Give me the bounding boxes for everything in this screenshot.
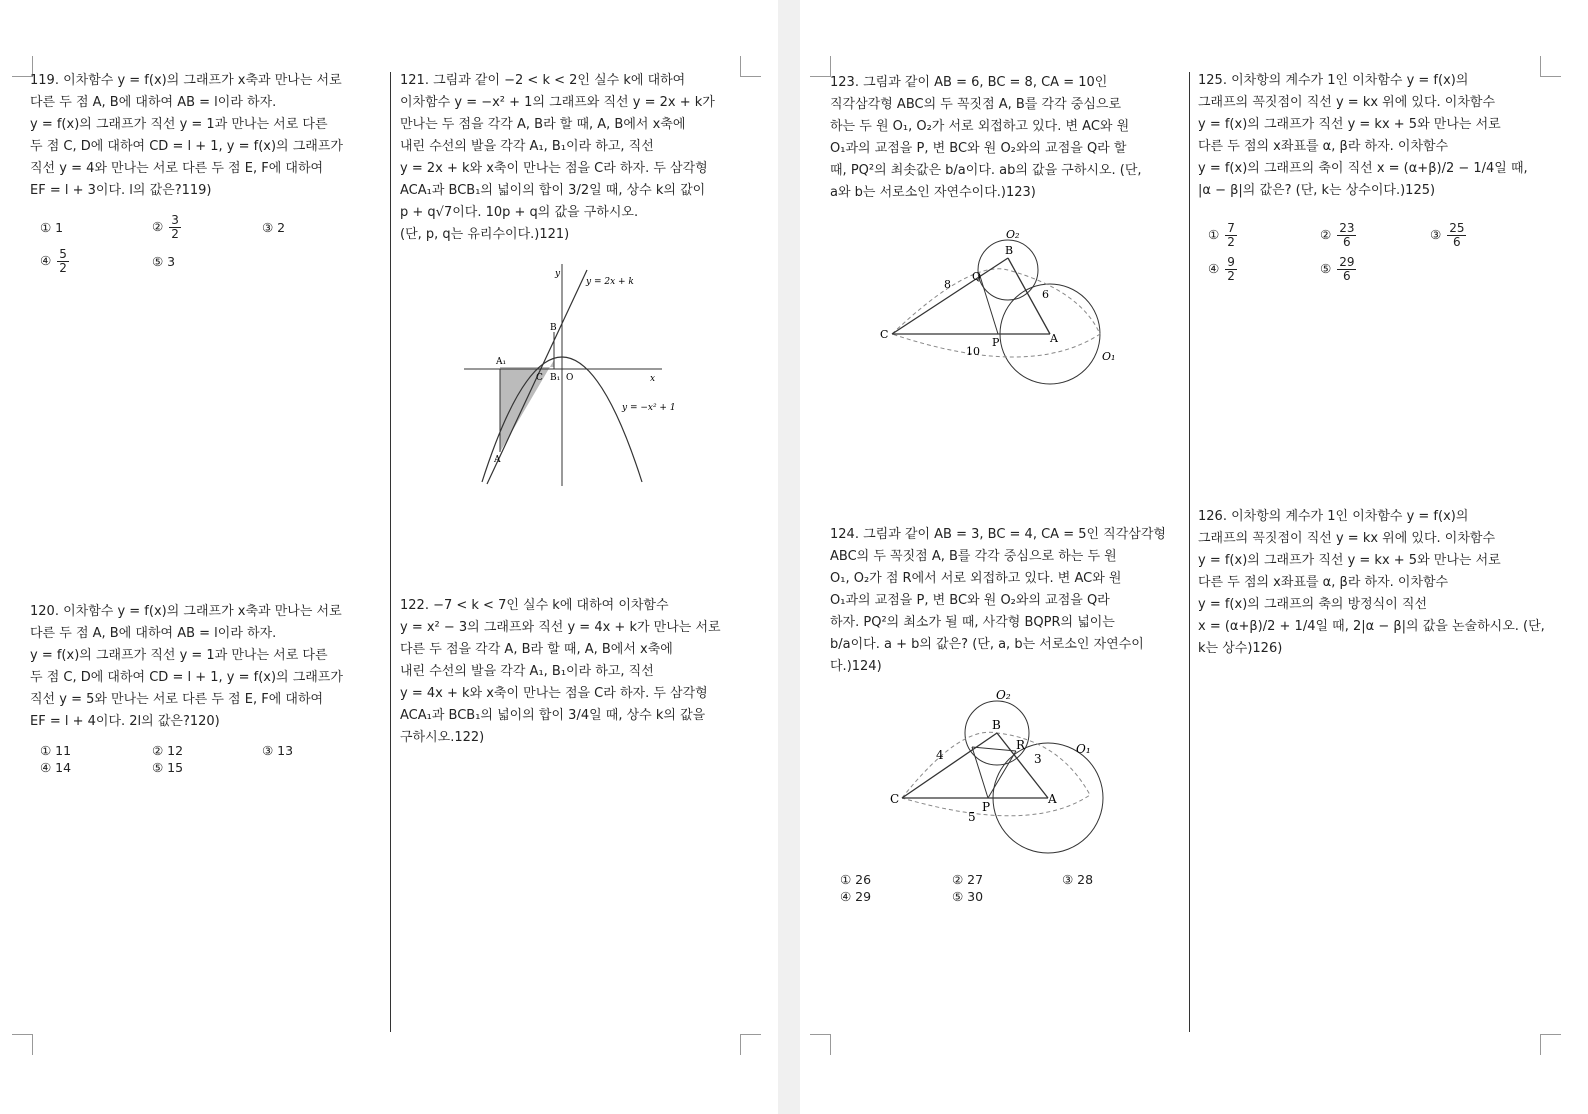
denominator: 6 <box>1453 235 1461 249</box>
problem-line: 다른 두 점의 x좌표를 α, β라 하자. 이차함수 <box>1198 139 1449 154</box>
line-label: y = 2x + k <box>586 277 634 287</box>
problem-line: 두 점 C, D에 대하여 CD = l + 1, y = f(x)의 그래프가 <box>30 670 343 685</box>
problem-line: 다른 두 점을 각각 A, B라 할 때, A, B에서 x축에 <box>400 642 673 657</box>
length-ca: 5 <box>968 810 976 824</box>
choice-mark: ④ <box>40 253 52 268</box>
x-axis-label: x <box>650 374 656 384</box>
problem-line: |α − β|의 값은? (단, k는 상수이다.)125) <box>1198 183 1436 198</box>
problem-line: 때, PQ²의 최솟값은 b/a이다. ab의 값을 구하시오. (단, <box>830 163 1142 178</box>
length-ca: 10 <box>966 345 980 358</box>
fraction <box>1447 222 1466 249</box>
problem-line: 다른 두 점 A, B에 대하여 AB = l이라 하자. <box>30 95 277 110</box>
y-axis-label: y <box>555 269 561 279</box>
choice-mark: ② <box>152 219 164 234</box>
choice-1[interactable]: ① 1 <box>40 220 64 235</box>
problem-line: k는 상수)126) <box>1198 641 1283 656</box>
column-divider <box>1189 72 1190 1032</box>
choice-mark: ⑤ <box>1320 261 1332 276</box>
numerator: 5 <box>59 247 67 261</box>
choices-125 <box>1208 222 1548 292</box>
problem-line: O₁과의 교점을 P, 변 BC와 원 O₂와의 교점을 Q라 <box>830 593 1110 608</box>
choice-2[interactable]: ② 27 <box>952 872 984 887</box>
problem-121 <box>400 70 760 246</box>
choice-3[interactable]: ③ 28 <box>1062 872 1094 887</box>
origin-label: O <box>566 373 574 383</box>
problem-line: 내린 수선의 발을 각각 A₁, B₁이라 하고, 직선 <box>400 664 654 679</box>
problem-line: EF = l + 3이다. l의 값은?119) <box>30 183 212 198</box>
fraction <box>1225 222 1237 249</box>
fraction <box>57 248 69 275</box>
problem-line: ACA₁과 BCB₁의 넓이의 합이 3/4일 때, 상수 k의 값을 <box>400 708 706 723</box>
figure-121 <box>462 262 682 490</box>
circle-o1-label: O₁ <box>1076 742 1091 756</box>
choice-mark: ② <box>1320 227 1332 242</box>
denominator: 6 <box>1343 235 1351 249</box>
problem-119 <box>30 70 380 202</box>
problem-line: 121. 그림과 같이 −2 < k < 2인 실수 k에 대하여 <box>400 73 686 88</box>
problem-line: 두 점 C, D에 대하여 CD = l + 1, y = f(x)의 그래프가 <box>30 139 343 154</box>
numerator: 9 <box>1227 255 1235 269</box>
problem-line: 하는 두 원 O₁, O₂가 서로 외접하고 있다. 변 AC와 원 <box>830 119 1130 134</box>
circle-o2-label: O₂ <box>1006 230 1020 241</box>
denominator: 2 <box>171 227 179 241</box>
problem-line: 다른 두 점의 x좌표를 α, β라 하자. 이차함수 <box>1198 575 1449 590</box>
point-c-label: C <box>536 373 543 383</box>
problem-line: EF = l + 4이다. 2l의 값은?120) <box>30 714 220 729</box>
numerator: 7 <box>1227 221 1235 235</box>
problem-line: 직각삼각형 ABC의 두 꼭짓점 A, B를 각각 중심으로 <box>830 97 1122 112</box>
point-b1-label: B₁ <box>550 373 561 383</box>
fraction <box>1337 222 1356 249</box>
parabola-label: y = −x² + 1 <box>622 403 676 413</box>
fraction <box>1337 256 1356 283</box>
choice-5[interactable]: ⑤ 3 <box>152 254 176 269</box>
circle-o2-label: O₂ <box>996 688 1011 702</box>
problem-line: 직선 y = 4와 만나는 서로 다른 두 점 E, F에 대하여 <box>30 161 324 176</box>
problem-line: O₁과의 교점을 P, 변 BC와 원 O₂와의 교점을 Q라 할 <box>830 141 1127 156</box>
problem-126 <box>1198 506 1558 660</box>
problem-line: 125. 이차항의 계수가 1인 이차함수 y = f(x)의 <box>1198 73 1469 88</box>
choice-2[interactable] <box>152 214 183 241</box>
problem-line: 하자. PQ²의 최소가 될 때, 사각형 BQPR의 넓이는 <box>830 615 1115 630</box>
length-bc: 4 <box>936 748 944 762</box>
problem-line: (단, p, q는 유리수이다.)121) <box>400 227 570 242</box>
point-a-label: A <box>494 455 501 465</box>
choices-124 <box>840 872 1180 912</box>
choice-5[interactable] <box>1320 256 1358 283</box>
right-page <box>800 0 1588 1114</box>
problem-line: y = f(x)의 그래프가 직선 y = kx + 5와 만나는 서로 <box>1198 553 1501 568</box>
length-ab: 6 <box>1042 288 1049 301</box>
choices-119 <box>40 214 380 284</box>
choice-4[interactable] <box>1208 256 1239 283</box>
crop-mark <box>810 56 831 77</box>
fraction <box>1225 256 1237 283</box>
problem-line: 구하시오.122) <box>400 730 485 745</box>
denominator: 2 <box>1227 269 1235 283</box>
choice-2[interactable]: ② 12 <box>152 743 184 758</box>
problem-line: y = 2x + k와 x축이 만나는 점을 C라 하자. 두 삼각형 <box>400 161 708 176</box>
numerator: 23 <box>1339 221 1355 235</box>
choices-120 <box>40 743 380 783</box>
choice-mark: ④ <box>1208 261 1220 276</box>
problem-line: O₁, O₂가 점 R에서 서로 외접하고 있다. 변 AC와 원 <box>830 571 1122 586</box>
point-b-label: B <box>1005 244 1014 257</box>
problem-line: 만나는 두 점을 각각 A, B라 할 때, A, B에서 x축에 <box>400 117 686 132</box>
point-a-label: A <box>1050 332 1058 345</box>
choice-3[interactable]: ③ 2 <box>262 220 286 235</box>
denominator: 2 <box>59 261 67 275</box>
numerator: 29 <box>1339 255 1355 269</box>
point-p-label: P <box>992 336 1000 349</box>
problem-line: 126. 이차항의 계수가 1인 이차함수 y = f(x)의 <box>1198 509 1469 524</box>
problem-124 <box>830 524 1185 678</box>
problem-line: 직선 y = 5와 만나는 서로 다른 두 점 E, F에 대하여 <box>30 692 324 707</box>
figure-123 <box>880 230 1120 395</box>
problem-line: p + q√7이다. 10p + q의 값을 구하시오. <box>400 205 639 220</box>
crop-mark <box>12 1034 33 1055</box>
problem-line: x = (α+β)/2 + 1/4일 때, 2|α − β|의 값을 논술하시오. (단, <box>1198 619 1545 634</box>
figure-124 <box>890 685 1120 860</box>
length-ab: 3 <box>1034 752 1042 766</box>
problem-123 <box>830 72 1182 204</box>
choice-4[interactable]: ④ 14 <box>40 760 72 775</box>
point-b-label: B <box>992 718 1001 732</box>
segment-qp <box>972 747 988 798</box>
choice-5[interactable]: ⑤ 30 <box>952 889 984 904</box>
problem-120 <box>30 601 380 733</box>
side-cb <box>892 258 1008 334</box>
problem-line: a와 b는 서로소인 자연수이다.)123) <box>830 185 1036 200</box>
numerator: 3 <box>171 213 179 227</box>
point-a1-label: A₁ <box>496 357 507 367</box>
crop-mark <box>740 1034 761 1055</box>
choice-3[interactable]: ③ 13 <box>262 743 294 758</box>
segment-pq <box>980 276 998 334</box>
problem-line: 119. 이차함수 y = f(x)의 그래프가 x축과 만나는 서로 <box>30 73 342 88</box>
problem-line: 123. 그림과 같이 AB = 6, BC = 8, CA = 10인 <box>830 75 1108 90</box>
choice-mark: ③ <box>1430 227 1442 242</box>
problem-line: 122. −7 < k < 7인 실수 k에 대하여 이차함수 <box>400 598 669 613</box>
problem-122 <box>400 595 760 749</box>
choice-5[interactable]: ⑤ 15 <box>152 760 184 775</box>
circle-o1-label: O₁ <box>1102 350 1116 363</box>
crop-mark <box>1540 1034 1561 1055</box>
problem-line: 그래프의 꼭짓점이 직선 y = kx 위에 있다. 이차함수 <box>1198 95 1496 110</box>
problem-line: y = f(x)의 그래프의 축이 직선 x = (α+β)/2 − 1/4일 때, <box>1198 161 1528 176</box>
choice-4[interactable]: ④ 29 <box>840 889 872 904</box>
choice-1[interactable] <box>1208 222 1239 249</box>
problem-line: 다른 두 점 A, B에 대하여 AB = l이라 하자. <box>30 626 277 641</box>
problem-line: y = f(x)의 그래프의 축의 방정식이 직선 <box>1198 597 1428 612</box>
left-page <box>0 0 778 1114</box>
length-bc: 8 <box>944 278 951 291</box>
problem-line: b/a이다. a + b의 값은? (단, a, b는 서로소인 자연수이다.)124) <box>830 637 1144 674</box>
segment-pr <box>988 751 1016 798</box>
problem-line: y = 4x + k와 x축이 만나는 점을 C라 하자. 두 삼각형 <box>400 686 708 701</box>
problem-125 <box>1198 70 1558 202</box>
problem-line: ACA₁과 BCB₁의 넓이의 합이 3/2일 때, 상수 k의 값이 <box>400 183 706 198</box>
problem-line: y = f(x)의 그래프가 직선 y = 1과 만나는 서로 다른 <box>30 117 328 132</box>
choice-mark: ① <box>1208 227 1220 242</box>
problem-line: 내린 수선의 발을 각각 A₁, B₁이라 하고, 직선 <box>400 139 654 154</box>
point-a-label: A <box>1048 792 1057 806</box>
point-c-label: C <box>890 792 900 806</box>
choice-3[interactable] <box>1430 222 1468 249</box>
numerator: 25 <box>1449 221 1465 235</box>
point-r-label: R <box>1016 738 1026 752</box>
point-p-label: P <box>982 800 991 814</box>
point-q-label: Q <box>972 270 982 283</box>
point-c-label: C <box>880 328 889 341</box>
point-b-label: B <box>550 323 557 333</box>
denominator: 6 <box>1343 269 1351 283</box>
problem-line: ABC의 두 꼭짓점 A, B를 각각 중심으로 하는 두 원 <box>830 549 1117 564</box>
choice-1[interactable]: ① 26 <box>840 872 872 887</box>
problem-line: y = f(x)의 그래프가 직선 y = kx + 5와 만나는 서로 <box>1198 117 1501 132</box>
problem-line: y = x² − 3의 그래프와 직선 y = 4x + k가 만나는 서로 <box>400 620 721 635</box>
choice-2[interactable] <box>1320 222 1358 249</box>
side-cb <box>902 733 997 798</box>
problem-line: 그래프의 꼭짓점이 직선 y = kx 위에 있다. 이차함수 <box>1198 531 1496 546</box>
denominator: 2 <box>1227 235 1235 249</box>
choice-4[interactable] <box>40 248 71 275</box>
crop-mark <box>810 1034 831 1055</box>
fraction <box>169 214 181 241</box>
problem-line: 120. 이차함수 y = f(x)의 그래프가 x축과 만나는 서로 <box>30 604 342 619</box>
problem-line: 이차함수 y = −x² + 1의 그래프와 직선 y = 2x + k가 <box>400 95 715 110</box>
problem-line: 124. 그림과 같이 AB = 3, BC = 4, CA = 5인 직각삼각형 <box>830 527 1166 542</box>
column-divider <box>390 72 391 1032</box>
choice-1[interactable]: ① 11 <box>40 743 72 758</box>
problem-line: y = f(x)의 그래프가 직선 y = 1과 만나는 서로 다른 <box>30 648 328 663</box>
